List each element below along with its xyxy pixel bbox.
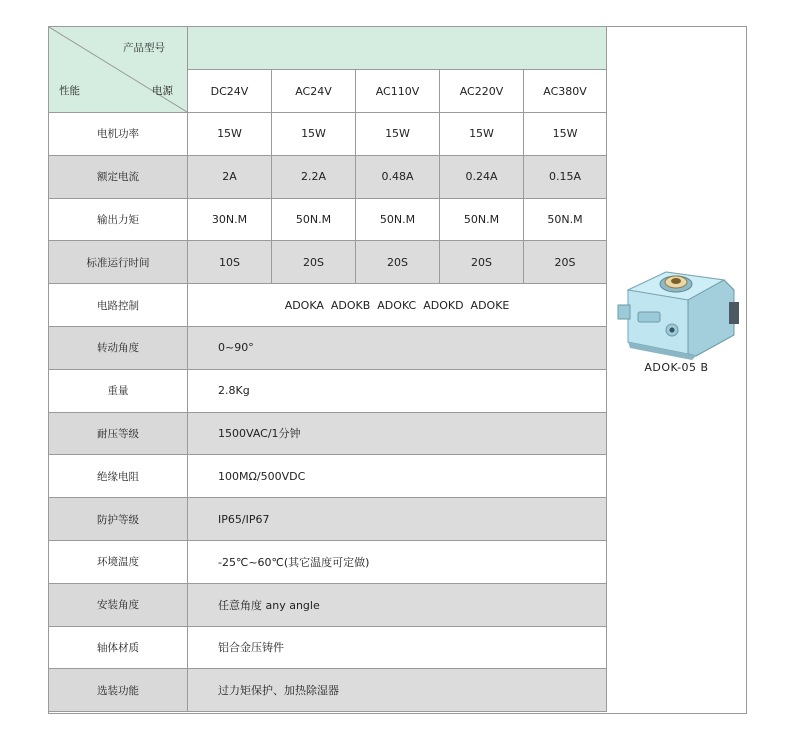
row-label: 输出力矩 — [49, 198, 188, 241]
table-cell: 20S — [524, 241, 607, 284]
row-label: 标准运行时间 — [49, 241, 188, 284]
table-cell: 50N.M — [524, 198, 607, 241]
row-label: 耐压等级 — [49, 412, 188, 455]
table-cell: 100MΩ/500VDC — [188, 455, 607, 498]
row-label: 电机功率 — [49, 113, 188, 156]
row-label: 额定电流 — [49, 155, 188, 198]
table-row — [49, 669, 607, 712]
row-label: 转动角度 — [49, 326, 188, 369]
table-row — [49, 155, 607, 198]
table-cell: 20S — [440, 241, 524, 284]
table-cell: 50N.M — [440, 198, 524, 241]
table-row — [49, 326, 607, 369]
table-row — [49, 198, 607, 241]
performance-label: 性能 — [59, 85, 80, 97]
voltage-header: AC220V — [440, 70, 524, 113]
voltage-header: AC110V — [356, 70, 440, 113]
table-cell: 过力矩保护、加热除湿器 — [188, 669, 607, 712]
voltage-header: AC380V — [524, 70, 607, 113]
table-cell: IP65/IP67 — [188, 498, 607, 541]
table-row — [49, 540, 607, 583]
table-row — [49, 369, 607, 412]
table-cell: 0~90° — [188, 326, 607, 369]
table-cell: 30N.M — [188, 198, 272, 241]
table-cell: 20S — [272, 241, 356, 284]
table-cell: 2.8Kg — [188, 369, 607, 412]
table-cell: 2.2A — [272, 155, 356, 198]
table-row — [49, 284, 607, 327]
table-cell: 0.48A — [356, 155, 440, 198]
table-cell: -25℃~60℃(其它温度可定做) — [188, 540, 607, 583]
row-label: 防护等级 — [49, 498, 188, 541]
row-label: 选装功能 — [49, 669, 188, 712]
row-label: 轴体材质 — [49, 626, 188, 669]
table-cell: 15W — [272, 113, 356, 156]
table-cell: 50N.M — [272, 198, 356, 241]
table-cell: 15W — [356, 113, 440, 156]
row-label: 环境温度 — [49, 540, 188, 583]
table-row — [49, 498, 607, 541]
spec-table — [48, 26, 607, 712]
table-cell: 15W — [440, 113, 524, 156]
voltage-header: DC24V — [188, 70, 272, 113]
table-cell: 铝合金压铸件 — [188, 626, 607, 669]
table-row — [49, 583, 607, 626]
table-row — [49, 113, 607, 156]
table-cell: 50N.M — [356, 198, 440, 241]
table-cell: 10S — [188, 241, 272, 284]
product-caption: ADOK-05 B — [644, 361, 709, 374]
row-label: 重量 — [49, 369, 188, 412]
row-label: 电路控制 — [49, 284, 188, 327]
power-label: 电源 — [152, 85, 173, 97]
table-cell: 0.15A — [524, 155, 607, 198]
table-row — [49, 241, 607, 284]
table-row — [49, 455, 607, 498]
model-label: 产品型号 — [123, 42, 165, 54]
table-row — [49, 626, 607, 669]
table-cell: 15W — [188, 113, 272, 156]
actuator-product-image — [606, 240, 747, 380]
table-cell: ADOKA ADOKB ADOKC ADOKD ADOKE — [188, 284, 607, 327]
model-header-band — [188, 27, 607, 70]
row-label: 绝缘电阻 — [49, 455, 188, 498]
table-cell: 0.24A — [440, 155, 524, 198]
header-diagonal-cell — [49, 27, 188, 113]
table-cell: 2A — [188, 155, 272, 198]
voltage-header: AC24V — [272, 70, 356, 113]
table-cell: 1500VAC/1分钟 — [188, 412, 607, 455]
table-row — [49, 412, 607, 455]
table-cell: 任意角度 any angle — [188, 583, 607, 626]
table-cell: 20S — [356, 241, 440, 284]
row-label: 安装角度 — [49, 583, 188, 626]
table-cell: 15W — [524, 113, 607, 156]
